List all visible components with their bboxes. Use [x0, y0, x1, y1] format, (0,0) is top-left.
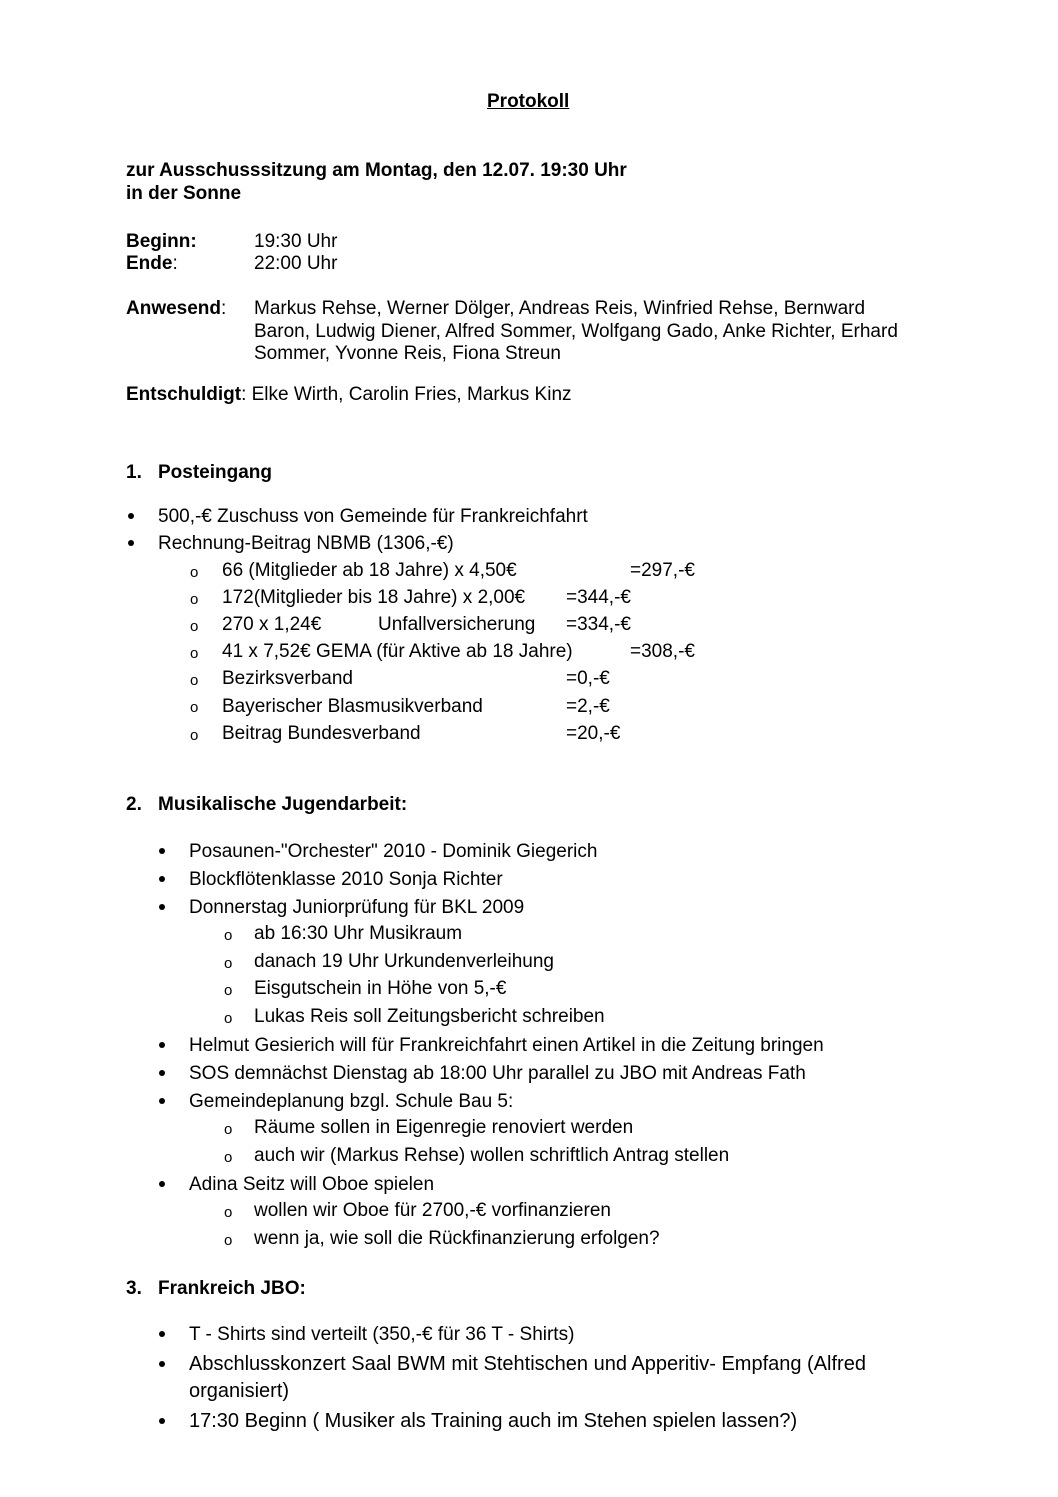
- fee-amount: =297,-€: [630, 560, 695, 581]
- list-item: 17:30 Beginn ( Musiker als Training auch im Stehen spielen lassen?): [189, 1410, 798, 1432]
- list-item: Gemeindeplanung bzgl. Schule Bau 5:: [189, 1091, 514, 1112]
- sub-item: ab 16:30 Uhr Musikraum: [254, 923, 463, 944]
- circle-bullet-icon: o: [190, 564, 199, 581]
- fee-label: Beitrag Bundesverband: [222, 723, 421, 744]
- sub-item: Lukas Reis soll Zeitungsbericht schreiben: [254, 1006, 605, 1027]
- meeting-line: zur Ausschusssitzung am Montag, den 12.07. 19:30 Uhr: [126, 160, 627, 181]
- excused-value: : Elke Wirth, Carolin Fries, Markus Kinz: [241, 384, 572, 405]
- fee-amount: =334,-€: [566, 614, 631, 635]
- fee-amount: =308,-€: [630, 641, 695, 662]
- circle-bullet-icon: o: [190, 591, 199, 608]
- fee-label: Bayerischer Blasmusikverband: [222, 696, 483, 717]
- begin-label: Beginn:: [126, 231, 197, 252]
- bullet-icon: [159, 1070, 165, 1076]
- excused-row: [126, 385, 572, 404]
- sub-item: danach 19 Uhr Urkundenverleihung: [254, 951, 554, 972]
- circle-bullet-icon: o: [190, 699, 199, 716]
- bullet-icon: [159, 1181, 165, 1187]
- circle-bullet-icon: o: [224, 1010, 233, 1027]
- circle-bullet-icon: o: [224, 927, 233, 944]
- end-value: 22:00 Uhr: [254, 253, 338, 274]
- sub-item: Eisgutschein in Höhe von 5,-€: [254, 978, 507, 999]
- end-label: Ende: [126, 253, 173, 274]
- fee-label: 172(Mitglieder bis 18 Jahre) x 2,00€: [222, 587, 526, 608]
- fee-label: 41 x 7,52€ GEMA (für Aktive ab 18 Jahre): [222, 641, 573, 662]
- fee-mid: Unfallversicherung: [378, 614, 536, 635]
- present-colon: :: [221, 298, 227, 319]
- circle-bullet-icon: o: [190, 618, 199, 635]
- bullet-icon: [159, 1042, 165, 1048]
- bullet-icon: [159, 904, 165, 910]
- document-title: Protokoll: [487, 91, 570, 112]
- bullet-icon: [159, 1418, 165, 1424]
- list-item: Donnerstag Juniorprüfung für BKL 2009: [189, 897, 525, 918]
- present-line: Baron, Ludwig Diener, Alfred Sommer, Wolfgang Gado, Anke Richter, Erhard: [254, 321, 898, 342]
- fee-amount: =344,-€: [566, 587, 631, 608]
- section-number: 2.: [126, 794, 142, 815]
- fee-label: Bezirksverband: [222, 668, 353, 689]
- fee-amount: =20,-€: [566, 723, 621, 744]
- list-item: Adina Seitz will Oboe spielen: [189, 1174, 435, 1195]
- fee-amount: =2,-€: [566, 696, 610, 717]
- circle-bullet-icon: o: [224, 955, 233, 972]
- circle-bullet-icon: o: [224, 1232, 233, 1249]
- excused-label: Entschuldigt: [126, 384, 242, 405]
- sub-item: Räume sollen in Eigenregie renoviert werden: [254, 1117, 634, 1138]
- list-item: Posaunen-"Orchester" 2010 - Dominik Giegerich: [189, 841, 598, 862]
- circle-bullet-icon: o: [224, 1121, 233, 1138]
- end-colon: :: [172, 253, 178, 274]
- bullet-icon: [128, 540, 134, 546]
- location-line: in der Sonne: [126, 183, 242, 204]
- section-title: Frankreich JBO:: [158, 1278, 306, 1299]
- list-item: Blockflötenklasse 2010 Sonja Richter: [189, 869, 503, 890]
- bullet-icon: [159, 1361, 165, 1367]
- present-label-row: [126, 299, 226, 318]
- fee-label: 66 (Mitglieder ab 18 Jahre) x 4,50€: [222, 560, 517, 581]
- section-number: 1.: [126, 462, 142, 483]
- bullet-icon: [159, 848, 165, 854]
- circle-bullet-icon: o: [190, 727, 199, 744]
- list-item: Abschlusskonzert Saal BWM mit Stehtischen und Apperitiv- Empfang (Alfred: [189, 1353, 866, 1375]
- circle-bullet-icon: o: [190, 672, 199, 689]
- sub-item: wollen wir Oboe für 2700,-€ vorfinanzieren: [254, 1200, 611, 1221]
- bullet-icon: [159, 1098, 165, 1104]
- bullet-icon: [159, 876, 165, 882]
- list-item: Rechnung-Beitrag NBMB (1306,-€): [158, 533, 454, 554]
- section-title: Musikalische Jugendarbeit:: [158, 794, 408, 815]
- list-item: Helmut Gesierich will für Frankreichfahrt einen Artikel in die Zeitung bringen: [189, 1035, 824, 1056]
- begin-value: 19:30 Uhr: [254, 231, 338, 252]
- circle-bullet-icon: o: [224, 1204, 233, 1221]
- section-title: Posteingang: [158, 462, 273, 483]
- list-item: 500,-€ Zuschuss von Gemeinde für Frankreichfahrt: [158, 506, 588, 527]
- bullet-icon: [159, 1331, 165, 1337]
- sub-item: auch wir (Markus Rehse) wollen schriftlich Antrag stellen: [254, 1145, 730, 1166]
- present-label: Anwesend: [126, 298, 222, 319]
- list-item: T - Shirts sind verteilt (350,-€ für 36 T - Shirts): [189, 1324, 575, 1345]
- end-label-row: [126, 254, 178, 273]
- list-item-continued: organisiert): [189, 1380, 290, 1402]
- present-line: Sommer, Yvonne Reis, Fiona Streun: [254, 343, 561, 364]
- fee-amount: =0,-€: [566, 668, 610, 689]
- circle-bullet-icon: o: [224, 1149, 233, 1166]
- bullet-icon: [128, 513, 134, 519]
- present-line: Markus Rehse, Werner Dölger, Andreas Reis, Winfried Rehse, Bernward: [254, 298, 866, 319]
- sub-item: wenn ja, wie soll die Rückfinanzierung erfolgen?: [254, 1228, 660, 1249]
- section-number: 3.: [126, 1278, 142, 1299]
- circle-bullet-icon: o: [224, 982, 233, 999]
- list-item: SOS demnächst Dienstag ab 18:00 Uhr parallel zu JBO mit Andreas Fath: [189, 1063, 806, 1084]
- circle-bullet-icon: o: [190, 645, 199, 662]
- fee-label: 270 x 1,24€: [222, 614, 322, 635]
